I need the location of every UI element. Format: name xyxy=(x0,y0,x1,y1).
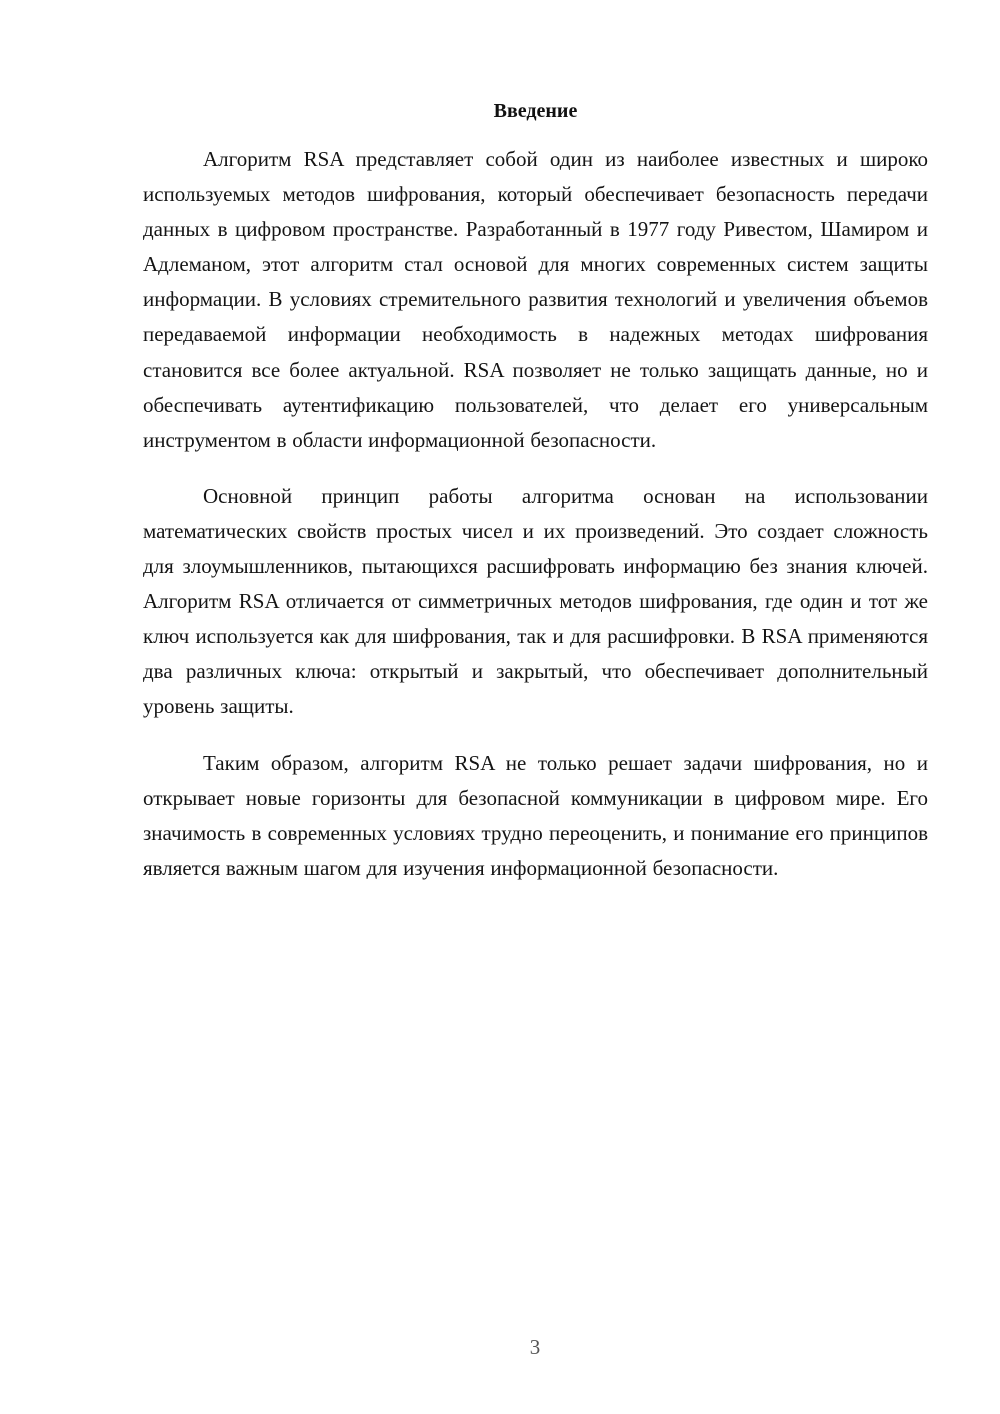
page-title: Введение xyxy=(493,100,578,122)
paragraph-1: Алгоритм RSA представляет собой один из наиболее известных и широко используемых методов шифрования, который обеспечивает безопасность передачи данных в цифровом пространстве. Разработанный в 1977 году Ривестом, Шамиром и Адлеманом, этот алгоритм стал основой для многих современных систем защиты информации. В условиях стремительного развития технологий и увеличения объемов передаваемой информации необходимость в надежных методах шифрования становится все более актуальной. RSA позволяет не только защищать данные, но и обеспечивать аутентификацию пользователей, что делает его универсальным инструментом в области информационной безопасности. xyxy=(143,147,928,452)
page-number: 3 xyxy=(529,1335,541,1359)
document-body xyxy=(143,142,928,907)
paragraph-2: Основной принцип работы алгоритма основан на использовании математических свойств простых чисел и их произведений. Это создает сложность для злоумышленников, пытающихся расшифровать информацию без знания ключей. Алгоритм RSA отличается от симметричных методов шифрования, где один и тот же ключ используется как для шифрования, так и для расшифровки. В RSA применяются два различных ключа: открытый и закрытый, что обеспечивает дополнительный уровень защиты. xyxy=(143,483,928,719)
paragraph-3: Таким образом, алгоритм RSA не только решает задачи шифрования, но и открывает новые горизонты для безопасной коммуникации в цифровом мире. Его значимость в современных условиях трудно переоценить, и понимание его принципов является важным шагом для изучения информационной безопасности. xyxy=(143,750,928,880)
